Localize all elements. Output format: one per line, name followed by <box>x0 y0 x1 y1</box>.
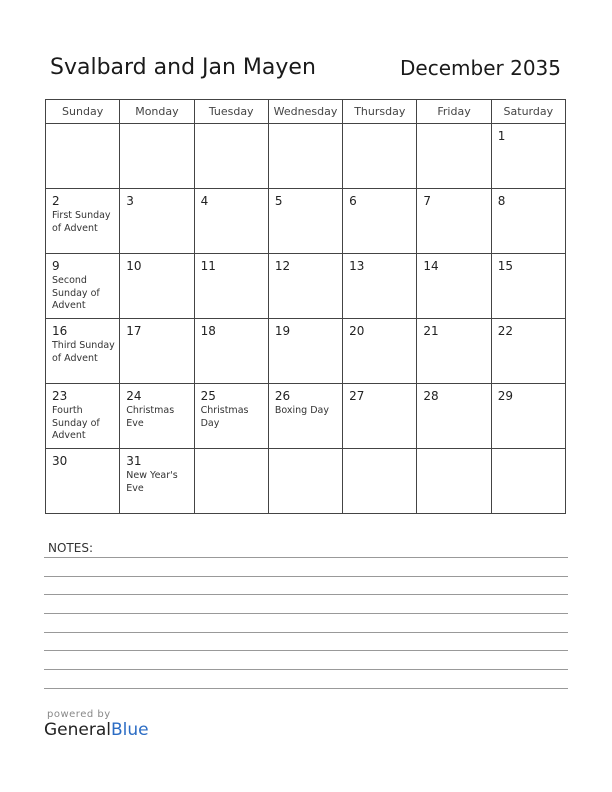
day-number: 7 <box>423 194 432 208</box>
calendar-day-cell <box>343 124 417 189</box>
calendar-day-cell <box>194 319 268 384</box>
day-number: 28 <box>423 389 439 403</box>
holiday-label: Fourth Sunday of Advent <box>52 405 100 441</box>
calendar-day-cell <box>194 124 268 189</box>
calendar-day-cell <box>491 384 565 449</box>
day-number: 24 <box>126 389 142 403</box>
calendar-day-cell <box>194 254 268 319</box>
calendar-day-cell <box>194 384 268 449</box>
calendar-week-row <box>46 319 566 384</box>
calendar-day-cell <box>120 189 194 254</box>
calendar-day-cell <box>417 319 491 384</box>
calendar-day-cell <box>120 449 194 514</box>
day-number: 2 <box>52 194 60 208</box>
calendar-week-row <box>46 384 566 449</box>
day-number: 31 <box>126 454 142 468</box>
holiday-label: Boxing Day <box>274 405 329 416</box>
day-number: 15 <box>497 259 513 273</box>
calendar-day-cell <box>46 384 120 449</box>
powered-by-text: powered by <box>47 709 111 720</box>
weekday-header: Sunday <box>46 100 120 124</box>
calendar-day-cell <box>120 319 194 384</box>
day-number: 13 <box>349 259 365 273</box>
weekday-header: Wednesday <box>268 100 342 124</box>
holiday-label: New Year's Eve <box>126 470 178 494</box>
holiday-label: First Sunday of Advent <box>52 210 111 234</box>
note-line <box>44 594 568 595</box>
calendar-day-cell <box>268 189 342 254</box>
day-number: 22 <box>497 324 513 338</box>
day-number: 14 <box>423 259 439 273</box>
calendar-day-cell <box>120 384 194 449</box>
calendar-week-row <box>46 189 566 254</box>
holiday-label: Christmas Day <box>200 405 249 429</box>
brand-blue: Blue <box>111 720 149 740</box>
calendar-day-cell <box>268 384 342 449</box>
note-line <box>44 669 568 670</box>
day-number: 5 <box>274 194 283 208</box>
calendar-day-cell <box>46 319 120 384</box>
calendar-day-cell <box>491 319 565 384</box>
calendar-day-cell <box>46 449 120 514</box>
day-number: 12 <box>274 259 291 273</box>
calendar-day-cell <box>120 254 194 319</box>
brand-general: General <box>44 720 111 740</box>
calendar-day-cell <box>491 254 565 319</box>
note-line <box>44 613 568 614</box>
note-line <box>44 632 568 633</box>
note-line <box>44 576 568 577</box>
calendar-day-cell <box>194 449 268 514</box>
calendar-week-row <box>46 124 566 189</box>
day-number: 27 <box>349 389 365 403</box>
calendar-day-cell <box>417 189 491 254</box>
calendar-day-cell <box>268 449 342 514</box>
calendar-day-cell <box>417 254 491 319</box>
day-number: 23 <box>52 389 68 403</box>
calendar-day-cell <box>343 254 417 319</box>
calendar-day-cell <box>491 189 565 254</box>
calendar-day-cell <box>194 189 268 254</box>
holiday-label: Christmas Eve <box>126 405 175 429</box>
note-line <box>44 557 568 558</box>
day-number: 1 <box>497 129 506 143</box>
weekday-header-row <box>46 100 566 124</box>
calendar-day-cell <box>46 189 120 254</box>
calendar-day-cell <box>343 189 417 254</box>
day-number: 8 <box>497 194 506 208</box>
weekday-header: Friday <box>417 100 491 124</box>
day-number: 9 <box>52 259 60 273</box>
note-line <box>44 688 568 689</box>
day-number: 6 <box>349 194 357 208</box>
calendar-week-row <box>46 254 566 319</box>
calendar-day-cell <box>491 449 565 514</box>
day-number: 26 <box>274 389 291 403</box>
day-number: 18 <box>200 324 216 338</box>
holiday-label: Third Sunday of Advent <box>52 340 115 364</box>
calendar-day-cell <box>120 124 194 189</box>
calendar-day-cell <box>343 319 417 384</box>
calendar-day-cell <box>491 124 565 189</box>
calendar-title: Svalbard and Jan Mayen <box>50 55 316 80</box>
note-line <box>44 650 568 651</box>
calendar-day-cell <box>268 319 342 384</box>
day-number: 16 <box>52 324 68 338</box>
day-number: 10 <box>126 259 142 273</box>
notes-label: NOTES: <box>48 541 93 555</box>
day-number: 21 <box>423 324 439 338</box>
brand-logo <box>44 720 149 740</box>
calendar-day-cell <box>417 384 491 449</box>
calendar-day-cell <box>46 254 120 319</box>
calendar-day-cell <box>343 384 417 449</box>
calendar-day-cell <box>417 124 491 189</box>
calendar-day-cell <box>46 124 120 189</box>
holiday-label: Second Sunday of Advent <box>52 275 100 311</box>
day-number: 4 <box>200 194 209 208</box>
day-number: 29 <box>497 389 513 403</box>
day-number: 30 <box>52 454 68 468</box>
calendar-day-cell <box>343 449 417 514</box>
day-number: 11 <box>200 259 216 273</box>
weekday-header: Saturday <box>491 100 565 124</box>
weekday-header: Tuesday <box>194 100 268 124</box>
day-number: 17 <box>126 324 142 338</box>
calendar-day-cell <box>268 124 342 189</box>
calendar-day-cell <box>268 254 342 319</box>
day-number: 20 <box>349 324 365 338</box>
day-number: 19 <box>274 324 291 338</box>
calendar-month: December 2035 <box>400 56 561 80</box>
calendar-grid <box>45 99 566 514</box>
calendar-day-cell <box>417 449 491 514</box>
day-number: 3 <box>126 194 134 208</box>
calendar-week-row <box>46 449 566 514</box>
weekday-header: Monday <box>120 100 194 124</box>
weekday-header: Thursday <box>343 100 417 124</box>
day-number: 25 <box>200 389 216 403</box>
